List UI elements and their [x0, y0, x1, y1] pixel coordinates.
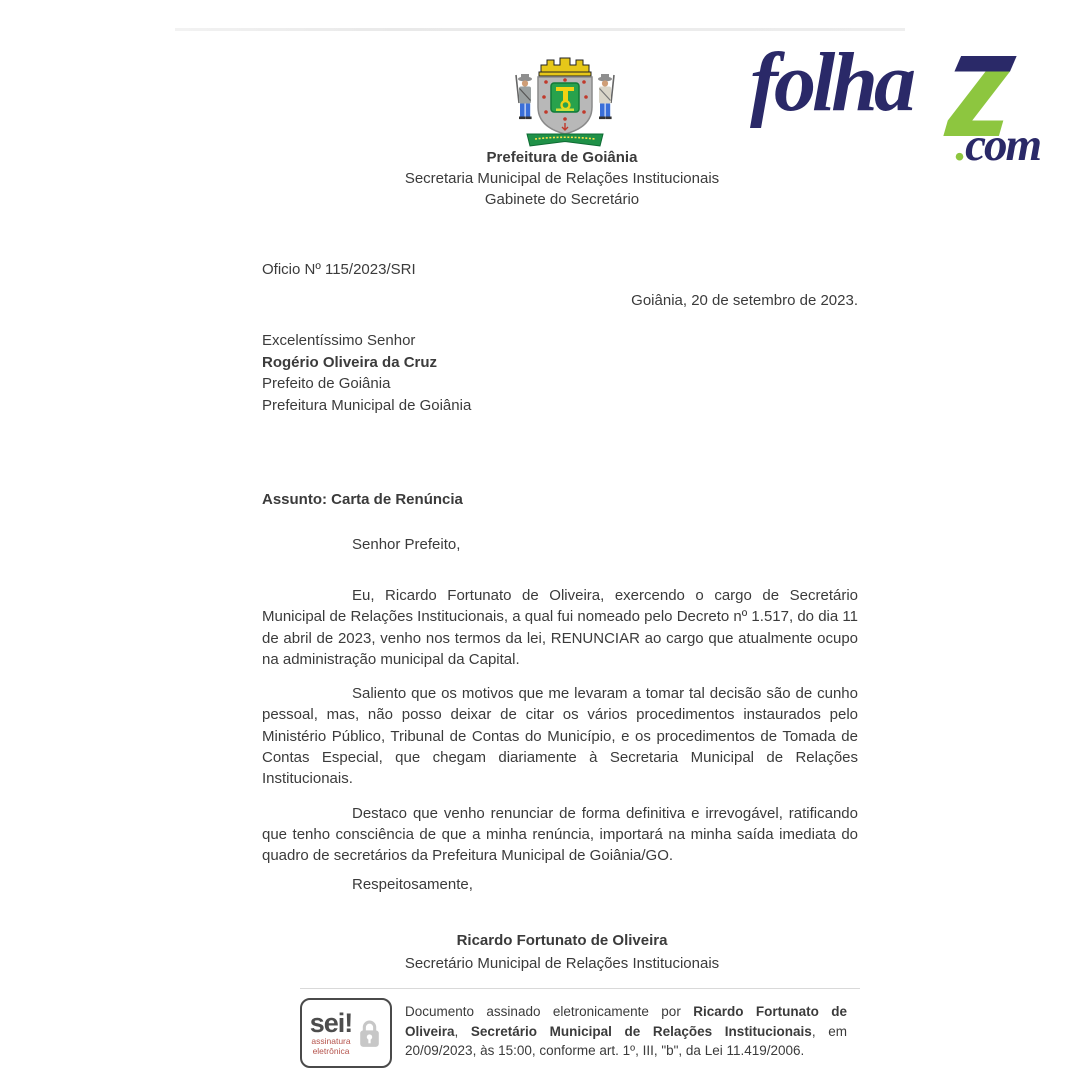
recipient-name: Rogério Oliveira da Cruz: [262, 353, 438, 371]
folhaz-domain: [955, 119, 1040, 171]
recipient-title: Prefeito de Goiânia: [262, 375, 391, 392]
folhaz-dot: .: [955, 119, 966, 171]
sei-subtitle-line1: assinatura: [311, 1036, 351, 1046]
right-figure: [598, 74, 614, 119]
stamp-signer-title: Secretário Municipal de Relações Institucionais: [470, 1023, 812, 1039]
stamp-text-after: , em 20/09/2023, às 15:00, conforme art. 1º, III, "b", da Lei 11.419/2006.: [405, 1023, 847, 1058]
padlock-icon: [357, 1019, 382, 1050]
subject-line: Assunto: Carta de Renúncia: [262, 491, 463, 508]
sei-subtitle-line2: eletrônica: [312, 1045, 350, 1056]
stamp-signer-name: Ricardo Fortunato de Oliveira: [405, 1004, 847, 1039]
paragraph: Eu, Ricardo Fortunato de Oliveira, exercendo o cargo de Secretário Municipal de Relações Institucionais, a qual fui nomeado pelo Decreto nº 1.517, do dia 11 de abril de 2023, venho nos termos da lei, RENUNCIAR ao cargo que atualmente ocupo na administração municipal da Capital.: [262, 587, 858, 668]
sei-signature-box: [300, 998, 392, 1068]
recipient-org: Prefeitura Municipal de Goiânia: [262, 396, 472, 414]
stamp-text-mid: ,: [454, 1023, 471, 1039]
closing-line: Respeitosamente,: [352, 876, 473, 893]
document-reference: Oficio Nº 115/2023/SRI: [262, 261, 416, 278]
paragraph: Saliento que os motivos que me levaram a tomar tal decisão são de cunho pessoal, mas, não posso deixar de citar os vários procedimentos instaurados pelo Ministério Público, Tribunal de Contas do Município, e os procedimentos de Tomada de Contas Especial, que chegam diariamente à Secretaria Municipal de Relações Institucionais.: [262, 685, 858, 788]
folhaz-com: com: [965, 119, 1040, 171]
letter-body: [262, 585, 858, 880]
stamp-text: [405, 998, 847, 1061]
letterhead-dept: Secretaria Municipal de Relações Institucionais: [404, 170, 720, 187]
stamp-divider: [300, 988, 860, 989]
signature-block: [262, 929, 862, 975]
signer-name: Ricardo Fortunato de Oliveira: [456, 932, 668, 949]
goiania-coat-of-arms: [505, 57, 625, 150]
recipient-salutation: Excelentíssimo Senhor: [262, 332, 416, 349]
folhaz-word: folha: [750, 36, 913, 129]
greeting-line: Senhor Prefeito,: [352, 536, 461, 553]
signer-title: Secretário Municipal de Relações Institucionais: [404, 955, 720, 972]
electronic-signature-stamp: [300, 998, 860, 1068]
recipient-block: [262, 330, 471, 416]
paragraph: Destaco que venho renunciar de forma definitiva e irrevogável, ratificando que tenho consciência de que a minha renúncia, importará na minha saída imediata do quadro de secretários da Prefeitura Municipal de Goiânia/GO.: [262, 804, 858, 865]
page-top-edge: [175, 28, 905, 31]
left-figure: [516, 74, 532, 119]
letterhead-office: Gabinete do Secretário: [484, 191, 640, 208]
stamp-text-before: Documento assinado eletronicamente por: [405, 1004, 694, 1019]
sei-logo: [310, 1010, 353, 1056]
letterhead-org: Prefeitura de Goiânia: [486, 149, 638, 166]
folhaz-logo: [750, 36, 1042, 171]
dateline: Goiânia, 20 de setembro de 2023.: [631, 292, 858, 309]
sei-wordmark: sei!: [309, 1008, 353, 1038]
